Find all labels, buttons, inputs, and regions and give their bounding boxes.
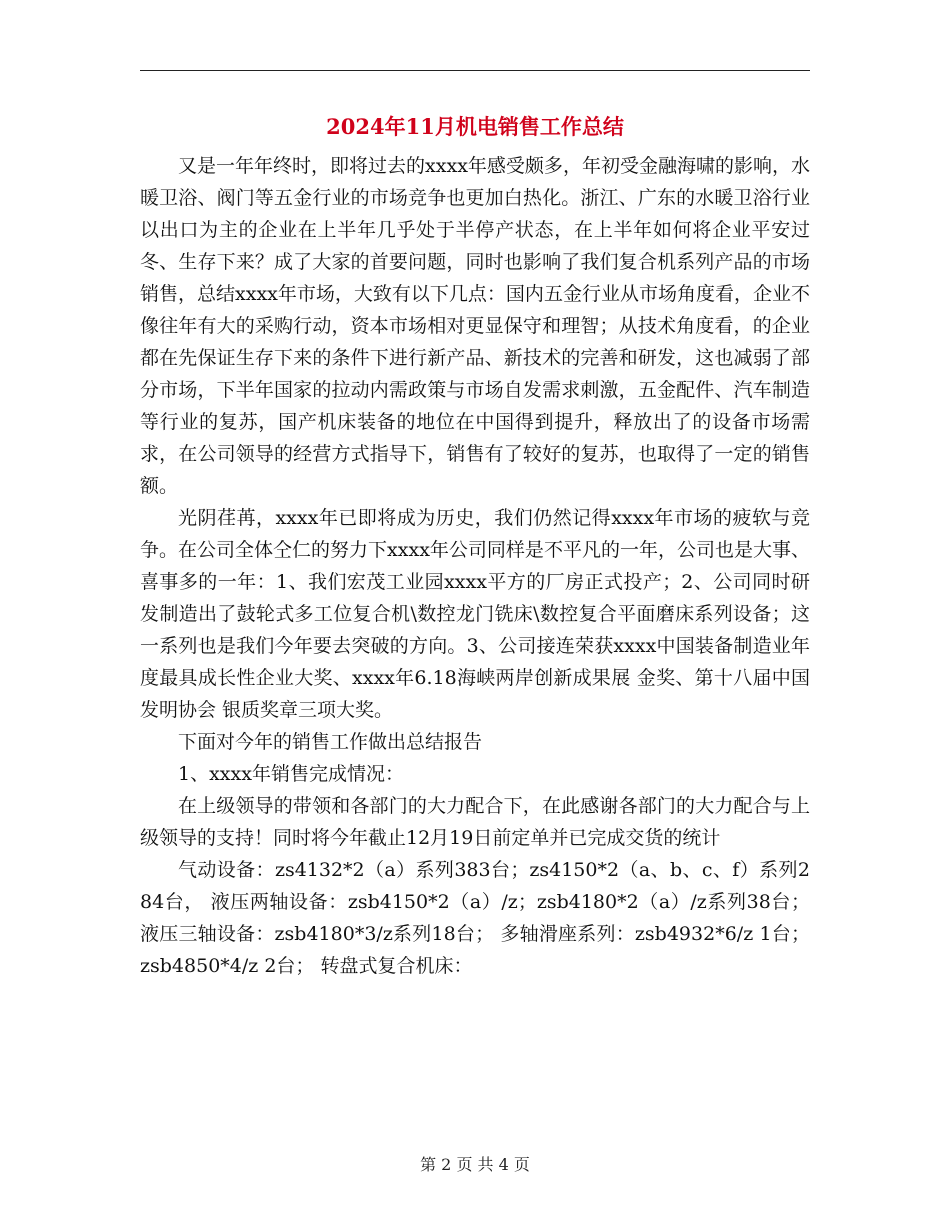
header-rule xyxy=(140,70,810,71)
paragraph-equipment-stats: 气动设备：zs4132*2（a）系列383台；zs4150*2（a、b、c、f）系列284台， 液压两轴设备：zsb4150*2（a）/z；zsb4180*2（a）/z系列38台； 液压三轴设备：zsb4180*3/z系列18台； 多轴滑座系列：zsb4932*6/z 1台；zsb4850*4/z 2台； 转盘式复合机床： xyxy=(140,859,810,977)
paragraph-thanks: 在上级领导的带领和各部门的大力配合下，在此感谢各部门的大力配合与上级领导的支持！同时将今年截止12月19日前定单并已完成交货的统计 xyxy=(140,795,810,849)
document-title: 2024年11月机电销售工作总结 xyxy=(326,114,624,139)
page-footer: 第 2 页 共 4 页 xyxy=(420,1155,530,1174)
paragraph-intro: 又是一年年终时，即将过去的xxxx年感受颇多，年初受金融海啸的影响，水暖卫浴、阀门等五金行业的市场竞争也更加白热化。浙江、广东的水暖卫浴行业以出口为主的企业在上半年几乎处于半停产状态，在上半年如何将企业平安过冬、生存下来？成了大家的首要问题，同时也影响了我们复合机系列产品的市场销售，总结xxxx年市场，大致有以下几点：国内五金行业从市场角度看，企业不像往年有大的采购行动，资本市场相对更显保守和理智；从技术角度看，的企业都在先保证生存下来的条件下进行新产品、新技术的完善和研发，这也减弱了部分市场，下半年国家的拉动内需政策与市场自发需求刺激，五金配件、汽车制造等行业的复苏，国产机床装备的地位在中国得到提升，释放出了的设备市场需求，在公司领导的经营方式指导下，销售有了较好的复苏，也取得了一定的销售额。 xyxy=(140,155,810,497)
paragraph-year-review: 光阴荏苒，xxxx年已即将成为历史，我们仍然记得xxxx年市场的疲软与竞争。在公司全体仝仁的努力下xxxx年公司同样是不平凡的一年，公司也是大事、喜事多的一年：1、我们宏茂工业园xxxx平方的厂房正式投产；2、公司同时研发制造出了鼓轮式多工位复合机\数控龙门铣床\数控复合平面磨床系列设备；这一系列也是我们今年要去突破的方向。3、公司接连荣获xxxx中国装备制造业年度最具成长性企业大奖、xxxx年6.18海峡两岸创新成果展 金奖、第十八届中国发明协会 银质奖章三项大奖。 xyxy=(140,507,810,721)
paragraph-report-intro: 下面对今年的销售工作做出总结报告 xyxy=(178,731,483,753)
section-heading-sales: 1、xxxx年销售完成情况： xyxy=(178,763,404,785)
document-body xyxy=(140,150,810,982)
